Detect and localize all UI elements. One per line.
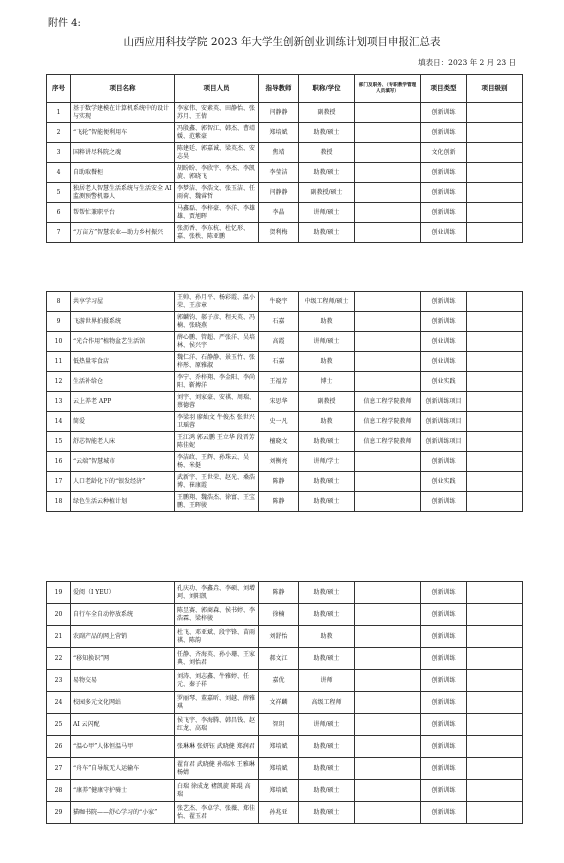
cell-members: 任静、齐海英、孙小珊、王家典、刘怡君 <box>175 648 259 670</box>
cell-no: 9 <box>47 312 71 332</box>
cell-project-type: 创新训练 <box>421 714 467 736</box>
cell-department <box>355 604 421 626</box>
table-row <box>47 203 523 223</box>
cell-project-type: 创新训练 <box>421 183 467 203</box>
cell-project-level <box>467 412 523 432</box>
cell-project-level <box>467 736 523 758</box>
cell-no: 12 <box>47 372 71 392</box>
cell-advisor: 文祥麟 <box>259 692 299 714</box>
table-row <box>47 223 523 243</box>
table-row <box>47 292 523 312</box>
header-advisor: 指导教师 <box>259 75 299 103</box>
cell-project-level <box>467 312 523 332</box>
table-row <box>47 123 523 143</box>
cell-project-level <box>467 714 523 736</box>
cell-members: 薛心鹏、管超、严张洋、吴培林、侯兴宇 <box>175 332 259 352</box>
cell-title-degree: 讲师 <box>299 670 355 692</box>
cell-no: 17 <box>47 472 71 492</box>
cell-no: 14 <box>47 412 71 432</box>
cell-advisor: 闫静静 <box>259 183 299 203</box>
cell-title-degree: 助教/硕士 <box>299 780 355 802</box>
cell-project-type: 创新训练 <box>421 802 467 824</box>
cell-department <box>355 292 421 312</box>
cell-advisor: 陈静 <box>259 492 299 512</box>
cell-members: 马鑫磊、李梓豪、李洋、李雄雄、贾旭晖 <box>175 203 259 223</box>
cell-members: 冯殷鑫、郭智江、韩杰、曹靖媛、范紫豪 <box>175 123 259 143</box>
cell-project-name: 人口老龄化下的“银发经济” <box>71 472 175 492</box>
cell-department <box>355 183 421 203</box>
cell-department <box>355 492 421 512</box>
cell-project-name: 绿色生活云种植计划 <box>71 492 175 512</box>
header-no: 序号 <box>47 75 71 103</box>
cell-project-name: 飞游世界拍摄系统 <box>71 312 175 332</box>
cell-project-name: 自助取餐柜 <box>71 163 175 183</box>
cell-title-degree: 讲师/硕士 <box>299 332 355 352</box>
cell-project-level <box>467 604 523 626</box>
cell-project-level <box>467 103 523 123</box>
cell-department <box>355 223 421 243</box>
cell-title-degree: 讲师/学士 <box>299 452 355 472</box>
cell-no: 2 <box>47 123 71 143</box>
cell-project-type: 创新训练 <box>421 203 467 223</box>
cell-department <box>355 143 421 163</box>
cell-advisor: 郑培斌 <box>259 123 299 143</box>
cell-no: 24 <box>47 692 71 714</box>
cell-project-name: 独居老人智慧生活系统与生活安全 AI 监测预警机器人 <box>71 183 175 203</box>
cell-project-level <box>467 432 523 452</box>
cell-advisor: 史一凡 <box>259 412 299 432</box>
cell-title-degree: 助教/硕士 <box>299 432 355 452</box>
cell-project-type: 创新训练 <box>421 692 467 714</box>
cell-no: 1 <box>47 103 71 123</box>
cell-project-type: 创新训练项目 <box>421 432 467 452</box>
header-project-level: 项目级别 <box>467 75 523 103</box>
cell-no: 13 <box>47 392 71 412</box>
cell-department <box>355 736 421 758</box>
cell-advisor: 牛晓宇 <box>259 292 299 312</box>
cell-no: 23 <box>47 670 71 692</box>
cell-title-degree: 副教授 <box>299 103 355 123</box>
cell-project-level <box>467 163 523 183</box>
cell-project-name: 舒芯智能老人床 <box>71 432 175 452</box>
cell-department <box>355 582 421 604</box>
cell-advisor: 石嘉 <box>259 352 299 372</box>
cell-title-degree: 讲师/硕士 <box>299 714 355 736</box>
table-row <box>47 452 523 472</box>
cell-members: 翟育君 武晓健 孙瑞冰 王雅琳 杨婧 <box>175 758 259 780</box>
cell-department <box>355 452 421 472</box>
table-row <box>47 412 523 432</box>
cell-project-level <box>467 758 523 780</box>
table-row <box>47 103 523 123</box>
table-row <box>47 432 523 452</box>
cell-department <box>355 714 421 736</box>
cell-no: 11 <box>47 352 71 372</box>
cell-no: 29 <box>47 802 71 824</box>
table-row <box>47 163 523 183</box>
cell-project-name: “温心甲”人体恒温马甲 <box>71 736 175 758</box>
cell-project-type: 创新训练 <box>421 582 467 604</box>
project-table-3 <box>46 581 523 824</box>
table-header-row <box>47 75 523 103</box>
cell-project-name: 农副产品的网上营销 <box>71 626 175 648</box>
cell-no: 19 <box>47 582 71 604</box>
cell-advisor: 郝文江 <box>259 648 299 670</box>
cell-no: 7 <box>47 223 71 243</box>
cell-project-type: 创新训练 <box>421 758 467 780</box>
cell-advisor: 陈静 <box>259 582 299 604</box>
cell-no: 20 <box>47 604 71 626</box>
cell-title-degree: 助教/硕士 <box>299 223 355 243</box>
cell-no: 16 <box>47 452 71 472</box>
cell-project-level <box>467 223 523 243</box>
cell-no: 27 <box>47 758 71 780</box>
table-row <box>47 802 523 824</box>
table-row <box>47 780 523 802</box>
table-row <box>47 670 523 692</box>
cell-project-name: 低热量零食店 <box>71 352 175 372</box>
document-title: 山西应用科技学院 2023 年大学生创新创业训练计划项目申报汇总表 <box>123 36 441 48</box>
header-project-name: 项目名称 <box>71 75 175 103</box>
cell-title-degree: 助教/硕士 <box>299 472 355 492</box>
cell-project-type: 创业训练 <box>421 352 467 372</box>
table-row <box>47 143 523 163</box>
cell-no: 22 <box>47 648 71 670</box>
attachment-label: 附件 4: <box>48 18 81 29</box>
cell-no: 6 <box>47 203 71 223</box>
cell-members: 张琳琳 张妍钰 武晓健 郑润君 <box>175 736 259 758</box>
cell-title-degree: 高级工程师 <box>299 692 355 714</box>
cell-project-type: 创新训练 <box>421 604 467 626</box>
cell-department <box>355 163 421 183</box>
cell-no: 18 <box>47 492 71 512</box>
cell-department <box>355 332 421 352</box>
cell-no: 25 <box>47 714 71 736</box>
cell-project-level <box>467 332 523 352</box>
cell-project-level <box>467 802 523 824</box>
cell-advisor: 李莹洁 <box>259 163 299 183</box>
cell-project-level <box>467 452 523 472</box>
cell-project-level <box>467 123 523 143</box>
cell-project-name: 易物交易 <box>71 670 175 692</box>
cell-department <box>355 312 421 332</box>
cell-no: 15 <box>47 432 71 452</box>
cell-title-degree: 中级工程师/硕士 <box>299 292 355 312</box>
table-row <box>47 714 523 736</box>
cell-advisor: 刘衡亮 <box>259 452 299 472</box>
cell-project-level <box>467 352 523 372</box>
cell-project-name: “舟车”自导航无人运输车 <box>71 758 175 780</box>
cell-project-name: “云端”智慧城市 <box>71 452 175 472</box>
cell-department <box>355 352 421 372</box>
cell-title-degree: 副教授 <box>299 392 355 412</box>
cell-members: 郭麟钧、郝子彦、程天英、冯楠、张晓燕 <box>175 312 259 332</box>
header-title-degree: 职称/学位 <box>299 75 355 103</box>
cell-project-type: 创新训练 <box>421 736 467 758</box>
cell-title-degree: 助教/硕士 <box>299 736 355 758</box>
cell-project-type: 创新训练项目 <box>421 392 467 412</box>
cell-project-type: 创新训练 <box>421 492 467 512</box>
cell-advisor: 郑培斌 <box>259 758 299 780</box>
table-row <box>47 492 523 512</box>
table-row <box>47 472 523 492</box>
cell-project-type: 创新训练 <box>421 123 467 143</box>
cell-no: 10 <box>47 332 71 352</box>
cell-no: 21 <box>47 626 71 648</box>
cell-project-level <box>467 372 523 392</box>
cell-project-level <box>467 392 523 412</box>
cell-project-type: 创新训练 <box>421 163 467 183</box>
cell-project-name: 猫咖书院——舒心学习的“小家” <box>71 802 175 824</box>
table-row <box>47 582 523 604</box>
cell-department <box>355 472 421 492</box>
cell-no: 8 <box>47 292 71 312</box>
cell-project-type: 文化创新 <box>421 143 467 163</box>
cell-advisor: 闫静静 <box>259 103 299 123</box>
cell-title-degree: 助教 <box>299 626 355 648</box>
cell-department <box>355 802 421 824</box>
header-members: 项目人员 <box>175 75 259 103</box>
cell-advisor: 李晶 <box>259 203 299 223</box>
cell-project-level <box>467 203 523 223</box>
cell-project-type: 创新训练 <box>421 452 467 472</box>
cell-title-degree: 助教/硕士 <box>299 123 355 143</box>
cell-advisor: 焦靖 <box>259 143 299 163</box>
table-row <box>47 648 523 670</box>
cell-project-level <box>467 626 523 648</box>
table-row <box>47 758 523 780</box>
cell-project-type: 创新训练 <box>421 780 467 802</box>
cell-title-degree: 助教/硕士 <box>299 492 355 512</box>
cell-members: 张艺杰、李卓学、张薇、郑佳怡、翟玉君 <box>175 802 259 824</box>
table-row <box>47 372 523 392</box>
cell-project-name: “光合作用”植物盆艺生活馆 <box>71 332 175 352</box>
cell-title-degree: 助教 <box>299 352 355 372</box>
cell-members: 王帅、孙月平、杨彩霞、温小荣、王彦章 <box>175 292 259 312</box>
table-row <box>47 392 523 412</box>
cell-project-type: 创业训练 <box>421 223 467 243</box>
cell-advisor: 徐楠 <box>259 604 299 626</box>
cell-project-type: 创新训练 <box>421 103 467 123</box>
cell-title-degree: 助教/硕士 <box>299 802 355 824</box>
cell-members: 刘涛、刘志鑫、牛雅婷、任元、秦子祥 <box>175 670 259 692</box>
cell-project-name: 生活补给仓 <box>71 372 175 392</box>
cell-title-degree: 助教 <box>299 312 355 332</box>
cell-department <box>355 203 421 223</box>
cell-members: 杜飞、邓亚斌、段宇锋、苗雨祺、陈韵 <box>175 626 259 648</box>
cell-project-level <box>467 648 523 670</box>
cell-members: 张沥香、李东杭、杜忆形、嘉、张秩、陈亚鹏 <box>175 223 259 243</box>
cell-members: 陈建廷、郭嘉诚、梁英杰、安志昊 <box>175 143 259 163</box>
table-row <box>47 604 523 626</box>
cell-members: 王江鸿 郭云鹏 王立华 段晋芳 陈佳妮 <box>175 432 259 452</box>
cell-project-name: 基于数学建模在计算机系统中的设计与实现 <box>71 103 175 123</box>
cell-members: 李梁羽 廖灿文 牛俊杰 张世兴 卫瑶蓉 <box>175 412 259 432</box>
cell-department: 信息工程学院教师 <box>355 432 421 452</box>
cell-title-degree: 助教/硕士 <box>299 582 355 604</box>
cell-project-name: 共享学习屋 <box>71 292 175 312</box>
cell-project-type: 创新训练 <box>421 626 467 648</box>
cell-project-name: “移知换识”网 <box>71 648 175 670</box>
cell-project-level <box>467 292 523 312</box>
cell-no: 26 <box>47 736 71 758</box>
table-row <box>47 692 523 714</box>
cell-advisor: 智玥 <box>259 714 299 736</box>
cell-department <box>355 103 421 123</box>
cell-advisor: 石嘉 <box>259 312 299 332</box>
project-table-1 <box>46 74 523 243</box>
cell-project-type: 创新训练 <box>421 312 467 332</box>
table-row <box>47 183 523 203</box>
table-row <box>47 736 523 758</box>
cell-project-level <box>467 780 523 802</box>
cell-department <box>355 626 421 648</box>
cell-title-degree: 助教/硕士 <box>299 758 355 780</box>
cell-project-type: 创新训练 <box>421 292 467 312</box>
cell-members: 王鹏翔、魏浩杰、徐富、王宝鹏、王晖骏 <box>175 492 259 512</box>
cell-members: 陈昱赛、郭商森、侯书婷、李浩霖、梁梓骏 <box>175 604 259 626</box>
cell-title-degree: 助教/硕士 <box>299 604 355 626</box>
cell-title-degree: 教授 <box>299 143 355 163</box>
cell-project-level <box>467 582 523 604</box>
cell-members: 李宁、乔梓翔、李金阳、李尚阳、靳搏洋 <box>175 372 259 392</box>
cell-members: 李梦洁、李浩文、张玉洁、任雨荷、魏睿哲 <box>175 183 259 203</box>
cell-project-type: 创业实践 <box>421 372 467 392</box>
cell-members: 李家伟、安素英、田静怡、张苏月、王倩 <box>175 103 259 123</box>
header-department: 部门及职务、（专职教学管理人员填写） <box>355 75 421 103</box>
cell-no: 4 <box>47 163 71 183</box>
cell-department <box>355 692 421 714</box>
cell-members: 孔庆功、李鑫垚、李硕、刘增珂、刘阳凯 <box>175 582 259 604</box>
cell-advisor: 郑培斌 <box>259 736 299 758</box>
cell-members: 胡盼盼、李欣宇、李杰、李凯旋、郭晓飞 <box>175 163 259 183</box>
cell-title-degree: 副教授/硕士 <box>299 183 355 203</box>
cell-project-level <box>467 472 523 492</box>
cell-department: 信息工程学院教师 <box>355 412 421 432</box>
cell-advisor: 刘舒怡 <box>259 626 299 648</box>
cell-title-degree: 助教 <box>299 412 355 432</box>
cell-advisor: 孙兆亚 <box>259 802 299 824</box>
cell-members: 侯飞宇、李海腾、韩昌钱、赵红龙、高瑞 <box>175 714 259 736</box>
cell-project-type: 创新训练项目 <box>421 412 467 432</box>
cell-advisor: 王福芳 <box>259 372 299 392</box>
cell-project-level <box>467 183 523 203</box>
cell-no: 28 <box>47 780 71 802</box>
cell-members: 罗丽琴、董嘉昕、刘越、薛雅琪 <box>175 692 259 714</box>
cell-project-name: 云上养老 APP <box>71 392 175 412</box>
cell-project-type: 创新训练 <box>421 670 467 692</box>
cell-project-level <box>467 670 523 692</box>
project-table-2 <box>46 291 523 512</box>
cell-title-degree: 助教/硕士 <box>299 163 355 183</box>
cell-title-degree: 博士 <box>299 372 355 392</box>
cell-project-level <box>467 492 523 512</box>
cell-department: 信息工程学院教师 <box>355 392 421 412</box>
cell-project-name: 校园多元文化网站 <box>71 692 175 714</box>
cell-members: 李洁政、王辉、孙珠云、吴杨、米挺 <box>175 452 259 472</box>
cell-project-level <box>467 692 523 714</box>
cell-advisor: 檀晓文 <box>259 432 299 452</box>
cell-department <box>355 123 421 143</box>
cell-project-name: 国粹讲尽科院之魂 <box>71 143 175 163</box>
cell-title-degree: 讲师/硕士 <box>299 203 355 223</box>
cell-project-type: 创业实践 <box>421 472 467 492</box>
cell-project-name: AI 云闪配 <box>71 714 175 736</box>
cell-members: 白瑞 徐成龙 褚凯旋 陈琨 高瑞 <box>175 780 259 802</box>
cell-project-name: “万亩方”智慧农业—助力乡村振兴 <box>71 223 175 243</box>
cell-advisor: 郑培斌 <box>259 780 299 802</box>
cell-advisor: 陈静 <box>259 472 299 492</box>
cell-project-type: 创新训练 <box>421 648 467 670</box>
cell-project-name: 爱阅（I YEU） <box>71 582 175 604</box>
fill-date: 填表日：2023 年 2 月 23 日 <box>418 58 516 67</box>
cell-department <box>355 670 421 692</box>
cell-advisor: 宋思华 <box>259 392 299 412</box>
cell-department <box>355 780 421 802</box>
table-row <box>47 352 523 372</box>
table-row <box>47 626 523 648</box>
cell-department <box>355 758 421 780</box>
cell-advisor: 嘉优 <box>259 670 299 692</box>
cell-project-name: 自行车全自动停放系统 <box>71 604 175 626</box>
cell-advisor: 贺利梅 <box>259 223 299 243</box>
cell-advisor: 高霞 <box>259 332 299 352</box>
cell-project-name: 简爱 <box>71 412 175 432</box>
cell-project-name: “康养”健康守护骑士 <box>71 780 175 802</box>
cell-members: 魏仁洋、石静静、景玉竹、张梓彤、原雅淑 <box>175 352 259 372</box>
cell-department <box>355 648 421 670</box>
cell-project-name: “飞轮”智能便利用车 <box>71 123 175 143</box>
table-row <box>47 312 523 332</box>
cell-project-name: 帮帮忙兼职平台 <box>71 203 175 223</box>
cell-project-level <box>467 143 523 163</box>
cell-members: 武新宇、王世荣、赵光、桑浩博、崔康霞 <box>175 472 259 492</box>
cell-project-type: 创业训练 <box>421 332 467 352</box>
cell-title-degree: 助教/硕士 <box>299 648 355 670</box>
cell-no: 5 <box>47 183 71 203</box>
cell-department <box>355 372 421 392</box>
cell-no: 3 <box>47 143 71 163</box>
table-row <box>47 332 523 352</box>
cell-members: 刘宇、刘家豪、安祺、周瑞、蔡德蓉 <box>175 392 259 412</box>
header-project-type: 项目类型 <box>421 75 467 103</box>
